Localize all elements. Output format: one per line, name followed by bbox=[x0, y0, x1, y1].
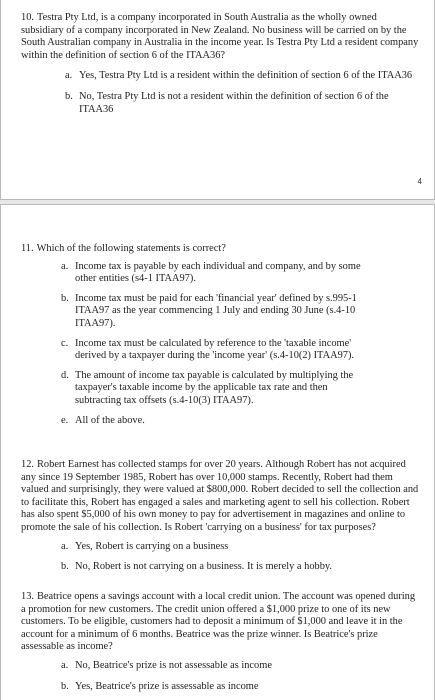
question-11-option-c[interactable] bbox=[61, 338, 361, 363]
question-13-option-b[interactable] bbox=[61, 681, 419, 694]
question-11-option-d[interactable] bbox=[61, 370, 361, 408]
question-12-options bbox=[61, 541, 419, 574]
option-letter: b. bbox=[65, 90, 73, 102]
question-13-option-a[interactable] bbox=[61, 660, 419, 673]
option-text: No, Testra Pty Ltd is not a resident within the definition of section 6 of the ITAA36 bbox=[79, 90, 389, 115]
question-12-stem bbox=[21, 459, 419, 535]
option-letter: b. bbox=[61, 680, 69, 692]
question-11-options bbox=[61, 261, 361, 428]
document-page-2 bbox=[0, 204, 435, 700]
option-text: The amount of income tax payable is calculated by multiplying the taxpayer's taxable income by the applicable tax rate and then subtracting tax offsets (s.4-10(3) ITAA97). bbox=[75, 369, 354, 406]
option-text: Yes, Robert is carrying on a business bbox=[75, 540, 229, 552]
option-letter: a. bbox=[61, 260, 69, 272]
option-text: No, Beatrice's prize is not assessable as income bbox=[75, 659, 272, 671]
question-11-stem bbox=[21, 243, 419, 256]
question-10-text: Testra Pty Ltd, is a company incorporated in South Australia as the wholly owned subsidiary of a company incorporated in New Zealand. No business will be carried on by the South Australian company in Australia in the income year. Is Testra Pty Ltd a resident company within the definition of section 6 of the ITAA36? bbox=[21, 12, 419, 61]
question-10-number: 10. bbox=[21, 12, 34, 23]
question-13-stem bbox=[21, 591, 419, 654]
option-text: Income tax is payable by each individual and company, and by some other entities (s4-1 ITAA97). bbox=[75, 260, 361, 285]
question-11 bbox=[21, 243, 419, 427]
question-11-option-e[interactable] bbox=[61, 415, 361, 428]
question-10-option-a[interactable] bbox=[65, 70, 419, 83]
question-13-text: Beatrice opens a savings account with a local credit union. The account was opened during a promotion for new customers. The credit union offered a $1,000 prize to one of its new customers. To be eligible, customers had to deposit a minimum of $1,000 and leave it in the account for a minimum of 6 months. Beatrice was the prize winner. Is Beatrice's prize assessable as income? bbox=[21, 591, 416, 653]
question-11-text: Which of the following statements is correct? bbox=[36, 243, 226, 254]
question-12-text: Robert Earnest has collected stamps for over 20 years. Although Robert has not acquired any since 19 September 1985, Robert has over 10,000 stamps. Recently, Robert had them valued and surprisingly, they were valued at $800,000. Robert decided to sell the collection and to facilitate this, Robert has engaged a sales and marketing agent to sell his collection. Robert has also spent $5,000 of his own money to pay for advertisement in magazines and online to promote the sale of his collection. Is Robert 'carrying on a business' for tax purposes? bbox=[21, 459, 419, 533]
question-13-options bbox=[61, 660, 419, 693]
question-10-options bbox=[65, 70, 419, 116]
question-13 bbox=[21, 591, 419, 693]
option-letter: e. bbox=[61, 414, 69, 426]
option-letter: a. bbox=[61, 659, 69, 671]
option-text: No, Robert is not carrying on a business. It is merely a hobby. bbox=[75, 561, 333, 573]
option-letter: a. bbox=[65, 70, 73, 82]
option-letter: b. bbox=[61, 561, 69, 573]
option-text: Income tax must be calculated by reference to the 'taxable income' derived by a taxpayer during the 'income year' (s.4-10(2) ITAA97). bbox=[75, 337, 355, 362]
question-12-option-a[interactable] bbox=[61, 541, 419, 554]
option-text: Income tax must be paid for each 'financial year' defined by s.995-1 ITAA97 as the year commencing 1 July and ending 30 June (s.4-10 ITAA97). bbox=[75, 292, 357, 329]
option-text: Yes, Beatrice's prize is assessable as income bbox=[75, 680, 259, 692]
option-text: All of the above. bbox=[75, 414, 145, 426]
question-10-option-b[interactable] bbox=[65, 91, 419, 116]
question-13-number: 13. bbox=[21, 591, 34, 602]
question-11-option-b[interactable] bbox=[61, 293, 361, 331]
question-12-number: 12. bbox=[21, 459, 34, 470]
question-11-option-a[interactable] bbox=[61, 261, 361, 286]
option-letter: d. bbox=[61, 369, 69, 381]
question-12-option-b[interactable] bbox=[61, 561, 419, 574]
question-10 bbox=[21, 12, 419, 116]
page-number: 4 bbox=[417, 177, 422, 186]
question-11-number: 11. bbox=[21, 243, 34, 254]
option-letter: b. bbox=[61, 292, 69, 304]
option-letter: c. bbox=[61, 337, 69, 349]
option-text: Yes, Testra Pty Ltd is a resident within the definition of section 6 of the ITAA36 bbox=[79, 70, 413, 82]
question-10-stem bbox=[21, 12, 419, 62]
document-page-1 bbox=[0, 0, 435, 200]
option-letter: a. bbox=[61, 540, 69, 552]
question-12 bbox=[21, 459, 419, 574]
